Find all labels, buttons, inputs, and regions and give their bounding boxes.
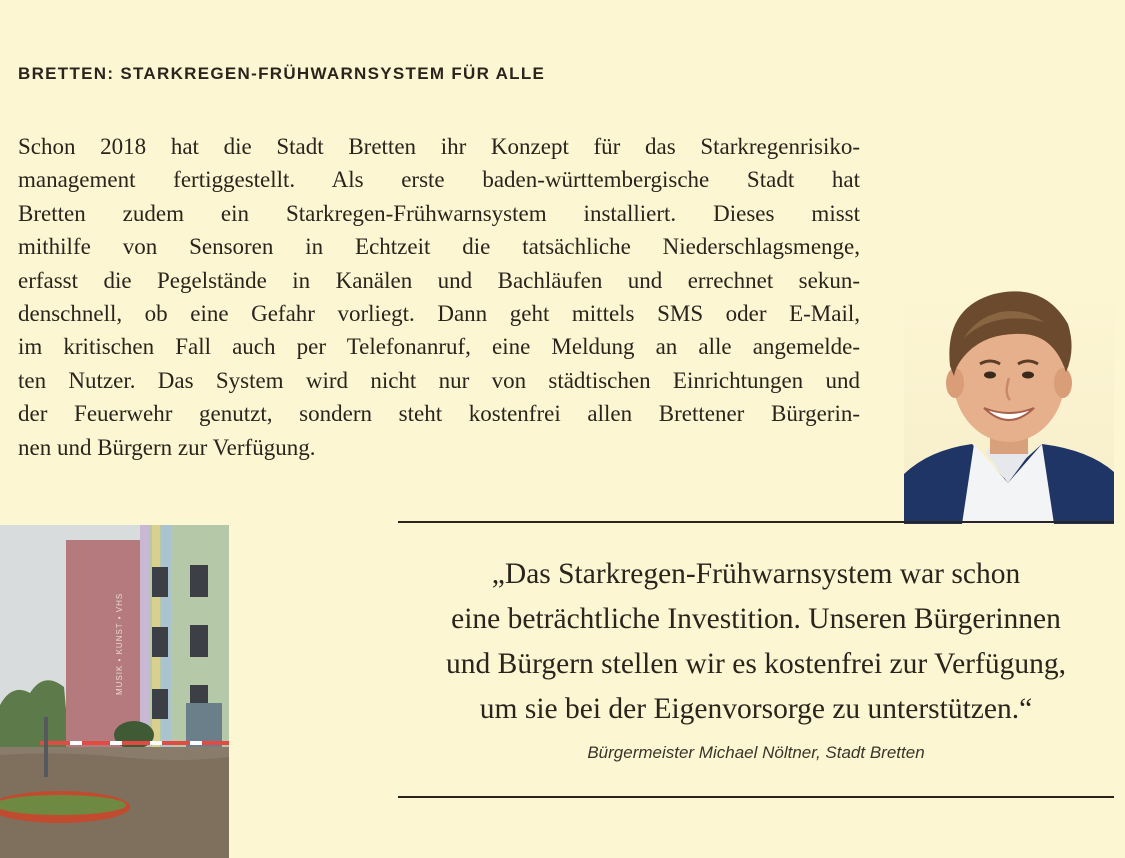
mayor-quote [398,552,1114,732]
body-line: erfasst die Pegelstände in Kanälen und Bachläufen und errechnet sekun- [18,267,860,293]
quote-attribution: Bürgermeister Michael Nöltner, Stadt Bretten [587,743,925,762]
body-line: denschnell, ob eine Gefahr vorliegt. Dann geht mittels SMS oder E-Mail, [18,301,860,327]
body-line: im kritischen Fall auch per Telefonanruf, eine Meldung an alle angemelde- [18,334,860,360]
body-line: management fertiggestellt. Als erste baden-württembergische Stadt hat [18,167,860,193]
body-line: Schon 2018 hat die Stadt Bretten ihr Konzept für das Starkregenrisiko- [18,134,860,159]
building-sign-text: MUSIK • KUNST • VHS [115,592,124,695]
quote-line: eine beträchtliche Investition. Unseren Bürgerinnen [451,603,1061,635]
quote-bottom-rule [398,796,1114,798]
quote-line: um sie bei der Eigenvorsorge zu unterstützen.“ [479,693,1033,725]
article-body [18,130,860,464]
article-heading: BRETTEN: STARKREGEN-FRÜHWARNSYSTEM FÜR ALLE [18,64,546,83]
quote-top-rule [398,521,1114,523]
quote-line: und Bürgern stellen wir es kostenfrei zur Verfügung, [446,648,1066,680]
body-line: mithilfe von Sensoren in Echtzeit die tatsächliche Niederschlagsmenge, [18,234,860,260]
quote-line: „Das Starkregen-Frühwarnsystem war schon [491,558,1021,590]
body-line: nen und Bürgern zur Verfügung. [18,434,316,460]
body-line: ten Nutzer. Das System wird nicht nur von städtischen Einrichtungen und [18,367,860,393]
mayor-portrait-photo [904,278,1114,524]
body-line: Bretten zudem ein Starkregen-Frühwarnsystem installiert. Dieses misst [18,200,860,226]
flood-photo [0,525,229,858]
body-line: der Feuerwehr genutzt, sondern steht kostenfrei allen Brettener Bürgerin- [18,401,860,427]
